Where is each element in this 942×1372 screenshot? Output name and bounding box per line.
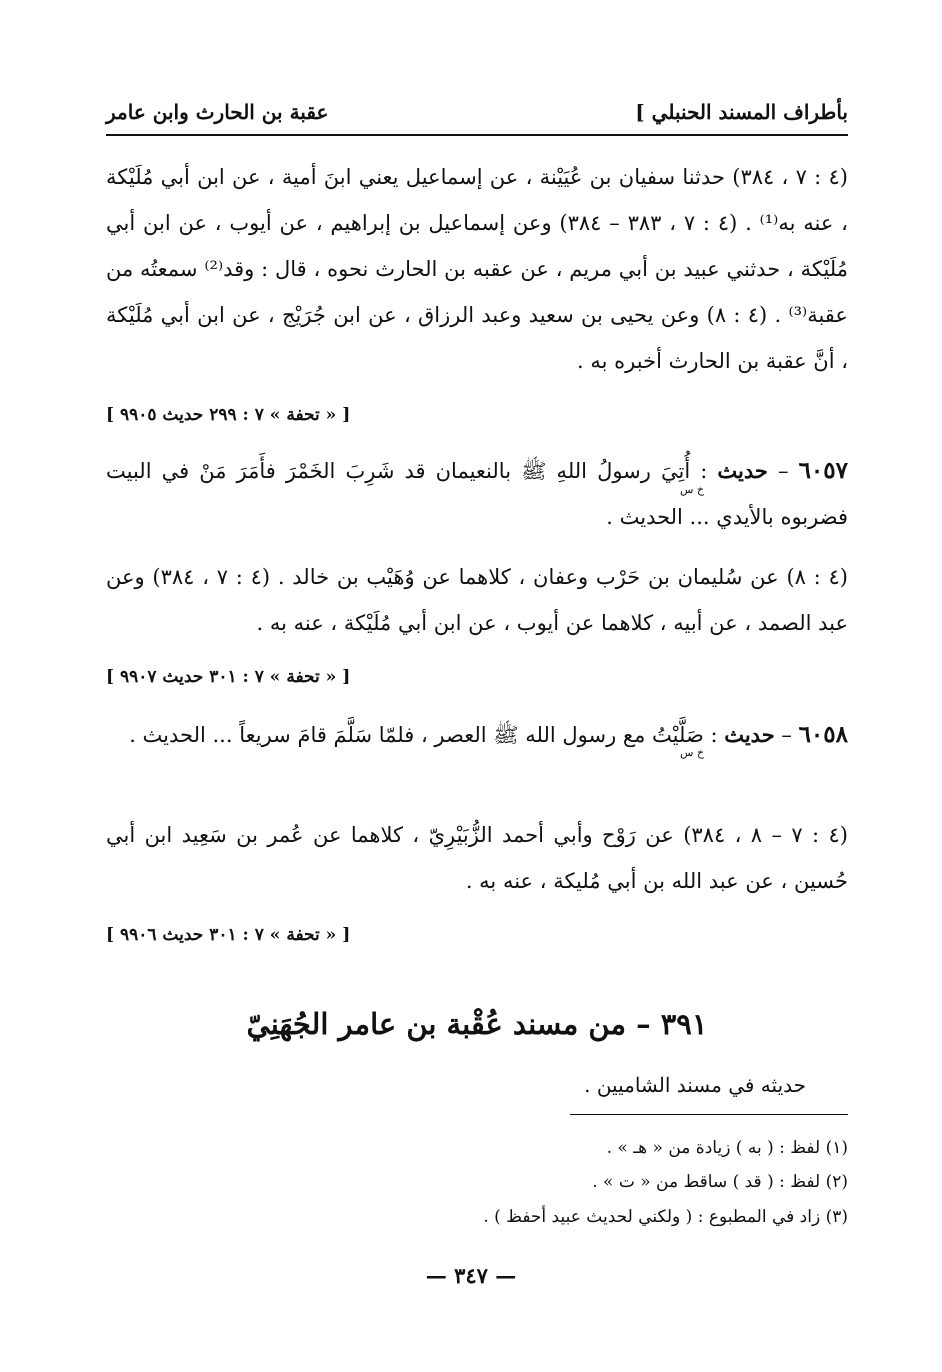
footnote-rule xyxy=(570,1114,848,1115)
hadith-label: حديث xyxy=(717,458,768,483)
section-heading: ٣٩١ – من مسند عُقْبة بن عامر الجُهَنِيّ xyxy=(246,1007,708,1041)
hadith-text: : صَلَّيْتُ مع رسول الله ﷺ العصر ، فلمّا سَلَّمَ قامَ سريعاً ... الحديث . xyxy=(129,723,718,747)
page-number: — ٣٤٧ — xyxy=(425,1263,517,1288)
hadith-number: ٦٠٥٧ xyxy=(798,457,848,484)
tuhfa-reference-3: [ « تحفة » ٧ : ٣٠١ حديث ٩٩٠٦ ] xyxy=(106,925,351,945)
hadith-label: حديث xyxy=(724,722,775,747)
header-chapter-title: عقبة بن الحارث وابن عامر xyxy=(106,100,329,124)
hadith-text: : أُتِيَ رسولُ اللهِ ﷺ بالنعيمان قد شَرِبَ الخَمْرَ فأَمَرَ مَنْ في البيت فضربوه بالأيدي ... الحديث . xyxy=(106,459,848,529)
running-header xyxy=(106,96,848,132)
paragraph-isnad-1: (٤ : ٧ ، ٣٨٤) حدثنا سفيان بن عُيَيْنة ، عن إسماعيل يعني ابنَ أمية ، عن ابن أبي مُلَيْكة ، عنه به⁽¹⁾ . (٤ : ٧ ، ٣٨٣ – ٣٨٤) وعن إسماعيل بن إبراهيم ، عن أيوب ، عن ابن أبي مُلَيْكة ، حدثني عبيد بن أبي مريم ، عن عقبه بن الحارث نحوه ، قال : وقد⁽²⁾ سمعتُه من عقبة⁽³⁾ . (٤ : ٨) وعن يحيى بن سعيد وعبد الرزاق ، عن ابن جُرَيْج ، عن ابن أبي مُلَيْكة ، أنَّ عقبة بن الحارث أخبره به . xyxy=(106,165,848,373)
hadith-6057: ٦٠٥٧ – حديث : أُتِيَ رسولُ اللهِ ﷺ بالنعيمان قد شَرِبَ الخَمْرَ فأَمَرَ مَنْ في البيت فضربوه بالأيدي ... الحديث . xyxy=(106,457,848,529)
paragraph-isnad-3: (٤ : ٧ – ٨ ، ٣٨٤) عن رَوْح وأبي أحمد الزُّبَيْرِيّ ، كلاهما عن عُمر بن سَعِيد ابن أبي حُسين ، عن عبد الله بن أبي مُليكة ، عنه به . xyxy=(106,823,848,893)
footnote-2: (٢) لفظ : ( قد ) ساقط من « ت » . xyxy=(592,1172,848,1192)
tuhfa-reference-2: [ « تحفة » ٧ : ٣٠١ حديث ٩٩٠٧ ] xyxy=(106,667,351,687)
hadith-sigla: خ س xyxy=(680,483,705,496)
tuhfa-reference-1: [ « تحفة » ٧ : ٢٩٩ حديث ٩٩٠٥ ] xyxy=(106,405,351,425)
hadith-sigla: خ س xyxy=(680,746,705,759)
header-book-title: بأطراف المسند الحنبلي ] xyxy=(635,100,848,124)
section-note: حديثه في مسند الشاميين . xyxy=(584,1073,806,1097)
footnote-3: (٣) زاد في المطبوع : ( ولكني لحديث عبيد أحفظ ) . xyxy=(483,1207,848,1227)
hadith-6058: ٦٠٥٨ – حديث : صَلَّيْتُ مع رسول الله ﷺ العصر ، فلمّا سَلَّمَ قامَ سريعاً ... الحديث . xyxy=(129,721,848,748)
hadith-number: ٦٠٥٨ xyxy=(798,721,848,748)
header-rule xyxy=(106,134,848,136)
paragraph-isnad-2: (٤ : ٨) عن سُليمان بن حَرْب وعفان ، كلاهما عن وُهَيْب بن خالد . (٤ : ٧ ، ٣٨٤) وعن عبد الصمد ، عن أبيه ، كلاهما عن أيوب ، عن ابن أبي مُلَيْكة ، عنه به . xyxy=(106,565,848,635)
footnote-1: (١) لفظ : ( به ) زيادة من « هـ » . xyxy=(606,1138,848,1158)
